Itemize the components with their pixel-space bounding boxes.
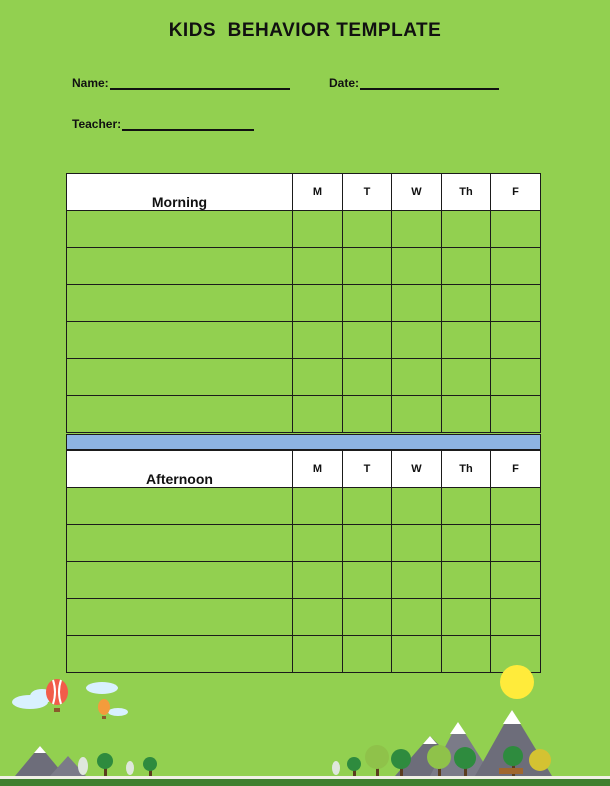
afternoon-header-row xyxy=(67,451,541,488)
morning-label: Morning xyxy=(67,174,293,211)
name-field[interactable] xyxy=(72,76,290,90)
morning-day-cell-w[interactable] xyxy=(392,248,442,285)
morning-day-cell-th[interactable] xyxy=(442,322,491,359)
morning-behavior-cell[interactable] xyxy=(67,211,293,248)
date-field[interactable] xyxy=(329,76,499,90)
day-header-m: M xyxy=(293,451,343,488)
morning-day-cell-th[interactable] xyxy=(442,211,491,248)
morning-row xyxy=(67,396,541,433)
afternoon-behavior-cell[interactable] xyxy=(67,599,293,636)
morning-day-cell-f[interactable] xyxy=(491,211,541,248)
morning-row xyxy=(67,211,541,248)
afternoon-day-cell-th[interactable] xyxy=(442,525,491,562)
afternoon-table xyxy=(66,450,541,673)
morning-behavior-cell[interactable] xyxy=(67,396,293,433)
afternoon-day-cell-t[interactable] xyxy=(343,562,392,599)
afternoon-day-cell-m[interactable] xyxy=(293,488,343,525)
morning-row xyxy=(67,248,541,285)
morning-day-cell-m[interactable] xyxy=(293,285,343,322)
morning-day-cell-f[interactable] xyxy=(491,322,541,359)
morning-day-cell-t[interactable] xyxy=(343,322,392,359)
morning-day-cell-m[interactable] xyxy=(293,396,343,433)
afternoon-day-cell-th[interactable] xyxy=(442,562,491,599)
afternoon-day-cell-t[interactable] xyxy=(343,488,392,525)
cloud-icon xyxy=(12,682,128,716)
day-header-m: M xyxy=(293,174,343,211)
sun-icon xyxy=(500,665,534,699)
afternoon-day-cell-w[interactable] xyxy=(392,562,442,599)
morning-day-cell-f[interactable] xyxy=(491,359,541,396)
morning-day-cell-m[interactable] xyxy=(293,359,343,396)
afternoon-behavior-cell[interactable] xyxy=(67,488,293,525)
teacher-line[interactable] xyxy=(122,119,254,131)
afternoon-day-cell-f[interactable] xyxy=(491,525,541,562)
afternoon-day-cell-t[interactable] xyxy=(343,525,392,562)
morning-day-cell-th[interactable] xyxy=(442,359,491,396)
afternoon-row xyxy=(67,562,541,599)
morning-day-cell-m[interactable] xyxy=(293,211,343,248)
afternoon-row xyxy=(67,488,541,525)
name-line[interactable] xyxy=(110,78,290,90)
afternoon-day-cell-f[interactable] xyxy=(491,488,541,525)
section-separator xyxy=(66,434,541,450)
afternoon-day-cell-t[interactable] xyxy=(343,599,392,636)
morning-day-cell-t[interactable] xyxy=(343,396,392,433)
day-header-w: W xyxy=(392,451,442,488)
morning-table xyxy=(66,173,541,433)
morning-day-cell-t[interactable] xyxy=(343,285,392,322)
morning-day-cell-t[interactable] xyxy=(343,248,392,285)
afternoon-day-cell-th[interactable] xyxy=(442,488,491,525)
teacher-label: Teacher: xyxy=(72,117,122,131)
morning-day-cell-th[interactable] xyxy=(442,285,491,322)
morning-behavior-cell[interactable] xyxy=(67,285,293,322)
name-label: Name: xyxy=(72,76,109,90)
morning-day-cell-w[interactable] xyxy=(392,285,442,322)
afternoon-behavior-cell[interactable] xyxy=(67,562,293,599)
morning-day-cell-m[interactable] xyxy=(293,248,343,285)
afternoon-day-cell-w[interactable] xyxy=(392,599,442,636)
morning-day-cell-f[interactable] xyxy=(491,248,541,285)
day-header-t: T xyxy=(343,451,392,488)
afternoon-day-cell-w[interactable] xyxy=(392,525,442,562)
morning-behavior-cell[interactable] xyxy=(67,248,293,285)
morning-day-cell-t[interactable] xyxy=(343,359,392,396)
morning-day-cell-f[interactable] xyxy=(491,396,541,433)
morning-day-cell-th[interactable] xyxy=(442,396,491,433)
day-header-th: Th xyxy=(442,451,491,488)
day-header-f: F xyxy=(491,451,541,488)
afternoon-day-cell-f[interactable] xyxy=(491,562,541,599)
morning-behavior-cell[interactable] xyxy=(67,322,293,359)
date-label: Date: xyxy=(329,76,360,90)
morning-row xyxy=(67,322,541,359)
page-title: KIDS BEHAVIOR TEMPLATE xyxy=(168,20,442,41)
afternoon-behavior-cell[interactable] xyxy=(67,525,293,562)
teacher-field[interactable] xyxy=(72,117,254,131)
morning-row xyxy=(67,285,541,322)
afternoon-row xyxy=(67,599,541,636)
landscape-illustration xyxy=(0,660,610,786)
morning-day-cell-w[interactable] xyxy=(392,396,442,433)
afternoon-day-cell-w[interactable] xyxy=(392,488,442,525)
day-header-w: W xyxy=(392,174,442,211)
morning-header-row xyxy=(67,174,541,211)
morning-day-cell-w[interactable] xyxy=(392,359,442,396)
afternoon-day-cell-m[interactable] xyxy=(293,599,343,636)
morning-day-cell-w[interactable] xyxy=(392,322,442,359)
bench-icon xyxy=(499,768,523,774)
day-header-t: T xyxy=(343,174,392,211)
afternoon-label: Afternoon xyxy=(67,451,293,488)
morning-row xyxy=(67,359,541,396)
morning-day-cell-t[interactable] xyxy=(343,211,392,248)
afternoon-day-cell-m[interactable] xyxy=(293,525,343,562)
afternoon-day-cell-th[interactable] xyxy=(442,599,491,636)
path-strip xyxy=(0,776,610,779)
morning-day-cell-f[interactable] xyxy=(491,285,541,322)
day-header-th: Th xyxy=(442,174,491,211)
morning-day-cell-th[interactable] xyxy=(442,248,491,285)
afternoon-day-cell-m[interactable] xyxy=(293,562,343,599)
morning-day-cell-m[interactable] xyxy=(293,322,343,359)
afternoon-day-cell-f[interactable] xyxy=(491,599,541,636)
morning-day-cell-w[interactable] xyxy=(392,211,442,248)
day-header-f: F xyxy=(491,174,541,211)
date-line[interactable] xyxy=(360,78,499,90)
morning-behavior-cell[interactable] xyxy=(67,359,293,396)
afternoon-row xyxy=(67,525,541,562)
